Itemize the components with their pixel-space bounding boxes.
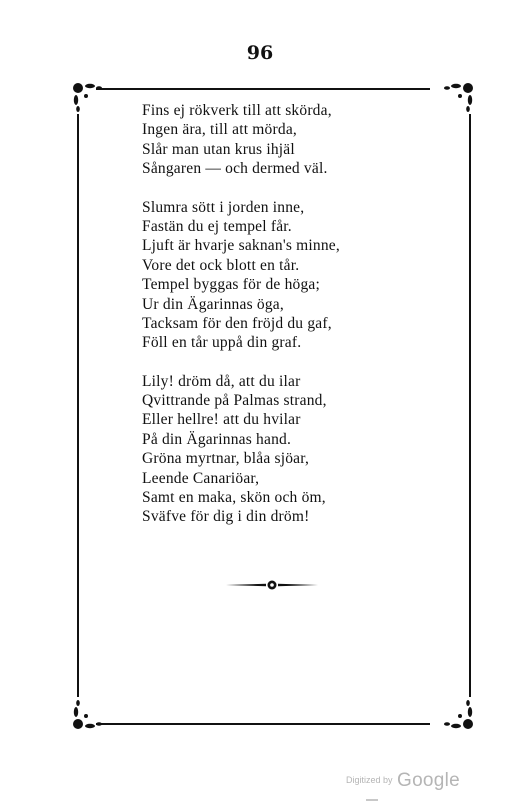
frame-left-line [77, 114, 79, 697]
poem-line: Ljuft är hvarje saknan's minne, [142, 237, 340, 255]
poem-line: Lily! dröm då, att du ilar [142, 372, 301, 390]
poem-line: Tacksam för den fröjd du gaf, [142, 314, 332, 332]
poem-line: Ingen ära, till att mörda, [142, 121, 297, 139]
frame-bottom-line [96, 723, 430, 725]
corner-ornament-bottom-left-icon [66, 696, 106, 736]
poem-line: Tempel byggas för de höga; [142, 276, 321, 294]
poem-line: Slumra sött i jorden inne, [142, 198, 305, 216]
poem-line: Leende Canariöar, [142, 469, 260, 487]
poem-line: Eller hellre! att du hvilar [142, 411, 301, 429]
corner-ornament-top-right-icon [440, 76, 480, 116]
frame-right-line [469, 114, 471, 697]
page-number: 96 [246, 42, 274, 64]
poem-line: Vore det ock blott en tår. [142, 256, 300, 274]
frame-top-line [96, 88, 430, 90]
poem-line: Gröna myrtnar, blåa sjöar, [142, 450, 310, 468]
end-ornament-icon [222, 577, 322, 593]
digitized-by-watermark [346, 770, 460, 792]
poem-line: Fins ej rökverk till att skörda, [142, 102, 332, 119]
poem-line: Fastän du ej tempel får. [142, 217, 292, 235]
poem-line: Qvittrande på Palmas strand, [142, 392, 327, 410]
footer-rule [366, 799, 378, 801]
poem-line: På din Ägarinnas hand. [142, 430, 292, 448]
stanza-1 [142, 101, 340, 179]
poem-line: Sväfve för dig i din dröm! [142, 508, 310, 526]
poem-line: Ur din Ägarinnas öga, [142, 295, 284, 313]
corner-ornament-bottom-right-icon [440, 696, 480, 736]
poem-line: Slår man utan krus ihjäl [142, 140, 295, 158]
poem-line: Samt en maka, skön och öm, [142, 489, 326, 507]
stanza-2 [142, 198, 340, 353]
poem [142, 101, 340, 546]
stanza-3 [142, 372, 340, 527]
google-logo: Google [396, 770, 461, 791]
digitized-label: Digitized by [346, 775, 393, 785]
corner-ornament-top-left-icon [66, 76, 106, 116]
poem-line: Föll en tår uppå din graf. [142, 334, 302, 352]
poem-line: Sångaren — och dermed väl. [142, 160, 328, 178]
